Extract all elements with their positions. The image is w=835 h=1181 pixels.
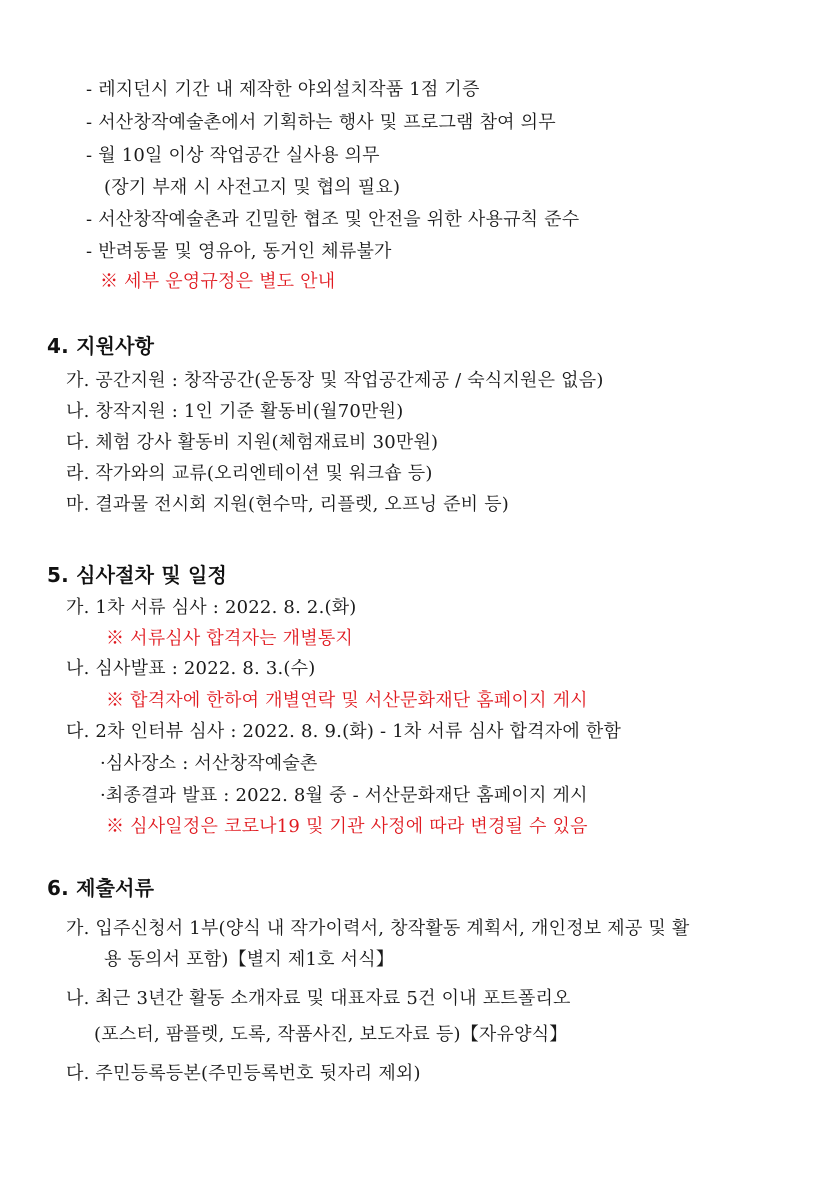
section-6-item-a: 가. 입주신청서 1부(양식 내 작가이력서, 창작활동 계획서, 개인정보 제공 및 활 <box>66 918 690 939</box>
intro-item: - 월 10일 이상 작업공간 실사용 의무 <box>86 145 380 166</box>
section-6-item-a-cont: 용 동의서 포함)【별지 제1호 서식】 <box>104 949 395 970</box>
section-6-item-c: 다. 주민등록등본(주민등록번호 뒷자리 제외) <box>66 1063 421 1084</box>
intro-item: (장기 부재 시 사전고지 및 협의 필요) <box>104 177 401 198</box>
section-5-bullet: ·심사장소 : 서산창작예술촌 <box>100 753 318 774</box>
section-6-item-b: 나. 최근 3년간 활동 소개자료 및 대표자료 5건 이내 포트폴리오 <box>66 988 571 1009</box>
section-5-item-c: 다. 2차 인터뷰 심사 : 2022. 8. 9.(화) - 1차 서류 심사 합격자에 한함 <box>66 721 622 742</box>
section-4-item: 마. 결과물 전시회 지원(현수막, 리플렛, 오프닝 준비 등) <box>66 494 510 515</box>
intro-note: ※ 세부 운영규정은 별도 안내 <box>100 271 336 292</box>
section-5-item-a: 가. 1차 서류 심사 : 2022. 8. 2.(화) <box>66 597 357 618</box>
section-4-item: 나. 창작지원 : 1인 기준 활동비(월70만원) <box>66 401 404 422</box>
section-5-item-b: 나. 심사발표 : 2022. 8. 3.(수) <box>66 658 316 679</box>
intro-item: - 서산창작예술촌과 긴밀한 협조 및 안전을 위한 사용규칙 준수 <box>86 209 580 230</box>
intro-item: - 레지던시 기간 내 제작한 야외설치작품 1점 기증 <box>86 79 480 100</box>
section-5-note-c: ※ 심사일정은 코로나19 및 기관 사정에 따라 변경될 수 있음 <box>106 816 588 837</box>
section-4-item: 라. 작가와의 교류(오리엔테이션 및 워크숍 등) <box>66 463 433 484</box>
section-6-title: 6. 제출서류 <box>47 876 155 900</box>
section-6-item-b-cont: (포스터, 팜플렛, 도록, 작품사진, 보도자료 등)【자유양식】 <box>94 1024 568 1045</box>
section-5-note-b: ※ 합격자에 한하여 개별연락 및 서산문화재단 홈페이지 게시 <box>106 690 588 711</box>
section-5-bullet: ·최종결과 발표 : 2022. 8월 중 - 서산문화재단 홈페이지 게시 <box>100 785 588 806</box>
section-5-note-a: ※ 서류심사 합격자는 개별통지 <box>106 628 354 649</box>
intro-item: - 서산창작예술촌에서 기획하는 행사 및 프로그램 참여 의무 <box>86 112 556 133</box>
section-5-title: 5. 심사절차 및 일정 <box>47 563 228 587</box>
section-4-item: 다. 체험 강사 활동비 지원(체험재료비 30만원) <box>66 432 439 453</box>
intro-item: - 반려동물 및 영유아, 동거인 체류불가 <box>86 241 392 262</box>
section-4-item: 가. 공간지원 : 창작공간(운동장 및 작업공간제공 / 숙식지원은 없음) <box>66 370 604 391</box>
section-4-title: 4. 지원사항 <box>47 334 155 358</box>
